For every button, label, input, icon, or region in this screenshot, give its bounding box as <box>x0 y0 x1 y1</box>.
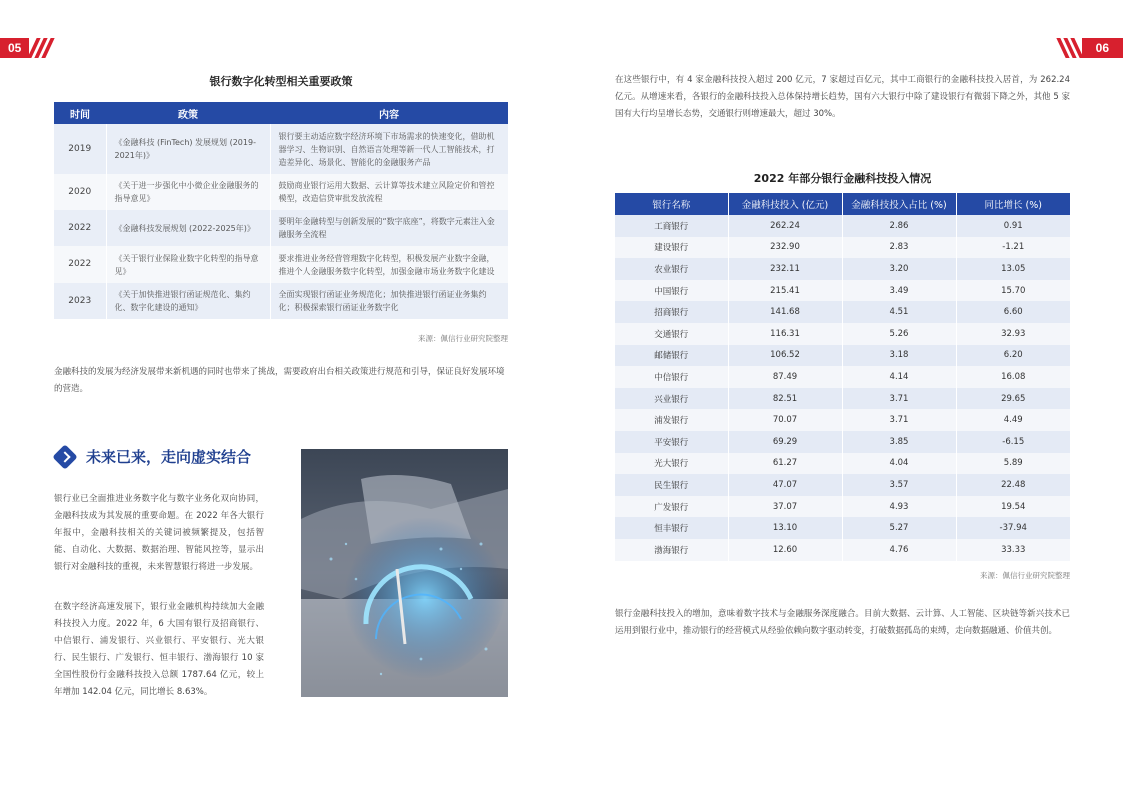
table-cell: 215.41 <box>728 280 842 302</box>
bank-table-body <box>615 215 1070 561</box>
digital-finance-image <box>301 449 508 697</box>
table-cell: 4.04 <box>842 453 956 475</box>
table-cell: 民生银行 <box>615 474 728 496</box>
table-row <box>615 215 1070 237</box>
table-cell: 建设银行 <box>615 237 728 259</box>
table-row <box>615 237 1070 259</box>
table-row: 2022 《关于银行业保险业数字化转型的指导意见》 要求推进业务经营管理数字化转型，积极发展产业数字金融，推进个人金融服务数字化转型，加强金融市场业务数字化建设 <box>54 246 508 283</box>
table-row: 2022 《金融科技发展规划 (2022-2025年)》 要明年金融转型与创新发展的“数字底座”，将数字元素注入金融服务全流程 <box>54 210 508 246</box>
table-cell: 中信银行 <box>615 366 728 388</box>
digital-finance-illustration <box>301 449 508 697</box>
header-investment: 金融科技投入 (亿元) <box>728 193 842 215</box>
chevron-right-icon <box>52 444 77 469</box>
page-number-left: 05 <box>0 38 50 58</box>
table-cell: 3.18 <box>842 345 956 367</box>
section-paragraph-1: 银行业已全面推进业务数字化与数字业务化双向协同，金融科技成为其发展的重要命题。在 2022 年各大银行年报中，金融科技相关的关键词被频繁提及，包括智能、自动化、大数据、数据治理、智能风控等，显示出银行对金融科技的重视，未来智慧银行将进一步发展。 <box>54 494 264 572</box>
header-bank-name: 银行名称 <box>615 193 728 215</box>
table-cell: 69.29 <box>728 431 842 453</box>
table-cell: 邮储银行 <box>615 345 728 367</box>
table-cell: 22.48 <box>956 474 1070 496</box>
header-content: 内容 <box>270 102 508 124</box>
table-cell: 农业银行 <box>615 258 728 280</box>
table-cell: 29.65 <box>956 388 1070 410</box>
table-cell: 浦发银行 <box>615 409 728 431</box>
table-cell: 70.07 <box>728 409 842 431</box>
table-cell: 5.89 <box>956 453 1070 475</box>
header-time: 时间 <box>54 102 106 124</box>
table-cell: 渤海银行 <box>615 539 728 561</box>
table-row <box>615 301 1070 323</box>
table-row: 2020 《关于进一步强化中小微企业金融服务的指导意见》 鼓励商业银行运用大数据、云计算等技术建立风险定价和管控模型，改造信贷审批发放流程 <box>54 174 508 210</box>
table-cell: 招商银行 <box>615 301 728 323</box>
section-paragraph-2: 在数字经济高速发展下，银行业金融机构持续加大金融科技投入力度。2022 年，6 大国有银行及招商银行、中信银行、浦发银行、兴业银行、平安银行、光大银行、民生银行、广发银行、恒丰银行、渤海银行 10 家全国性股份行金融科技投入总额 1787.64 亿元，较上年增加 142.04 亿元，同比增长 8.63%。 <box>54 602 264 697</box>
table-row: 2019 《金融科技 (FinTech) 发展规划 (2019-2021年)》 银行要主动适应数字经济环境下市场需求的快速变化，借助机器学习、生物识别、自然语言处理等新一代人工智能技术，打造差异化、场景化、智能化的金融服务产品 <box>54 124 508 174</box>
table-cell: 47.07 <box>728 474 842 496</box>
table-row <box>615 366 1070 388</box>
table-cell: 141.68 <box>728 301 842 323</box>
table-cell: 37.07 <box>728 496 842 518</box>
table-cell: 光大银行 <box>615 453 728 475</box>
intro-paragraph: 金融科技的发展为经济发展带来新机遇的同时也带来了挑战，需要政府出台相关政策进行规范和引导，保证良好发展环境的营造。 <box>54 367 505 394</box>
table-row <box>615 409 1070 431</box>
table-row <box>615 345 1070 367</box>
table-cell: 3.57 <box>842 474 956 496</box>
table-row <box>615 453 1070 475</box>
header-growth: 同比增长 (%) <box>956 193 1070 215</box>
table-cell: 4.49 <box>956 409 1070 431</box>
table-cell: 106.52 <box>728 345 842 367</box>
header-policy: 政策 <box>106 102 270 124</box>
page-number-right: 06 <box>1061 38 1123 58</box>
table-cell: 兴业银行 <box>615 388 728 410</box>
table-cell: 262.24 <box>728 215 842 237</box>
table-cell: 6.60 <box>956 301 1070 323</box>
table-cell: 232.90 <box>728 237 842 259</box>
table-cell: 12.60 <box>728 539 842 561</box>
table-row <box>615 258 1070 280</box>
table-cell: 32.93 <box>956 323 1070 345</box>
table-row: 2023 《关于加快推进银行函证规范化、集约化、数字化建设的通知》 全面实现银行函证业务规范化；加快推进银行函证业务集约化；积极探索银行函证业务数字化 <box>54 283 508 319</box>
table-cell: 6.20 <box>956 345 1070 367</box>
policy-table-title: 银行数字化转型相关重要政策 <box>209 75 353 88</box>
table-cell: 广发银行 <box>615 496 728 518</box>
table-row <box>615 388 1070 410</box>
right-intro-paragraph: 在这些银行中，有 4 家金融科技投入超过 200 亿元，7 家超过百亿元，其中工商银行的金融科技投入居首，为 262.24 亿元。从增速来看，各银行的金融科技投入总体保持增长趋势，国有六大银行中除了建设银行有微弱下降之外，其他 5 家国有大行均呈增长态势，交通银行则增速最大，超过 30%。 <box>615 75 1070 119</box>
right-conclusion-paragraph: 银行金融科技投入的增加，意味着数字技术与金融服务深度融合。目前大数据、云计算、人工智能、区块链等新兴技术已运用到银行业中，推动银行的经营模式从经验依赖向数字驱动转变，打破数据孤岛的束缚，走向数据融通、价值共创。 <box>615 609 1070 636</box>
table-row <box>615 474 1070 496</box>
table-cell: 3.85 <box>842 431 956 453</box>
table-cell: 61.27 <box>728 453 842 475</box>
table-cell: 2.86 <box>842 215 956 237</box>
table-cell: 87.49 <box>728 366 842 388</box>
table-cell: 116.31 <box>728 323 842 345</box>
table-cell: 0.91 <box>956 215 1070 237</box>
table-cell: 3.49 <box>842 280 956 302</box>
table-cell: 工商银行 <box>615 215 728 237</box>
table-cell: 33.33 <box>956 539 1070 561</box>
table-cell: -1.21 <box>956 237 1070 259</box>
table-cell: 平安银行 <box>615 431 728 453</box>
table-cell: 中国银行 <box>615 280 728 302</box>
table-row <box>615 539 1070 561</box>
table-row <box>615 496 1070 518</box>
policy-table <box>54 102 508 319</box>
table-cell: 交通银行 <box>615 323 728 345</box>
policy-table-source: 来源：佩信行业研究院整理 <box>418 334 508 343</box>
table-cell: 4.51 <box>842 301 956 323</box>
table-cell: 5.26 <box>842 323 956 345</box>
bank-table <box>615 193 1070 561</box>
table-cell: 4.14 <box>842 366 956 388</box>
bank-table-title: 2022 年部分银行金融科技投入情况 <box>753 172 932 185</box>
table-cell: 恒丰银行 <box>615 517 728 539</box>
table-cell: 4.93 <box>842 496 956 518</box>
table-cell: 2.83 <box>842 237 956 259</box>
table-cell: 4.76 <box>842 539 956 561</box>
table-cell: 5.27 <box>842 517 956 539</box>
table-cell: 19.54 <box>956 496 1070 518</box>
table-row <box>615 323 1070 345</box>
table-cell: 15.70 <box>956 280 1070 302</box>
table-cell: 13.10 <box>728 517 842 539</box>
bank-table-source: 来源：佩信行业研究院整理 <box>980 571 1070 580</box>
table-cell: 3.71 <box>842 388 956 410</box>
table-row <box>615 280 1070 302</box>
table-cell: 82.51 <box>728 388 842 410</box>
table-cell: -37.94 <box>956 517 1070 539</box>
table-row <box>615 517 1070 539</box>
table-cell: 16.08 <box>956 366 1070 388</box>
table-row <box>615 431 1070 453</box>
table-cell: 3.71 <box>842 409 956 431</box>
section-heading: 未来已来，走向虚实结合 <box>56 446 251 467</box>
header-share: 金融科技投入占比 (%) <box>842 193 956 215</box>
table-cell: 3.20 <box>842 258 956 280</box>
table-cell: 232.11 <box>728 258 842 280</box>
table-cell: 13.05 <box>956 258 1070 280</box>
table-cell: -6.15 <box>956 431 1070 453</box>
